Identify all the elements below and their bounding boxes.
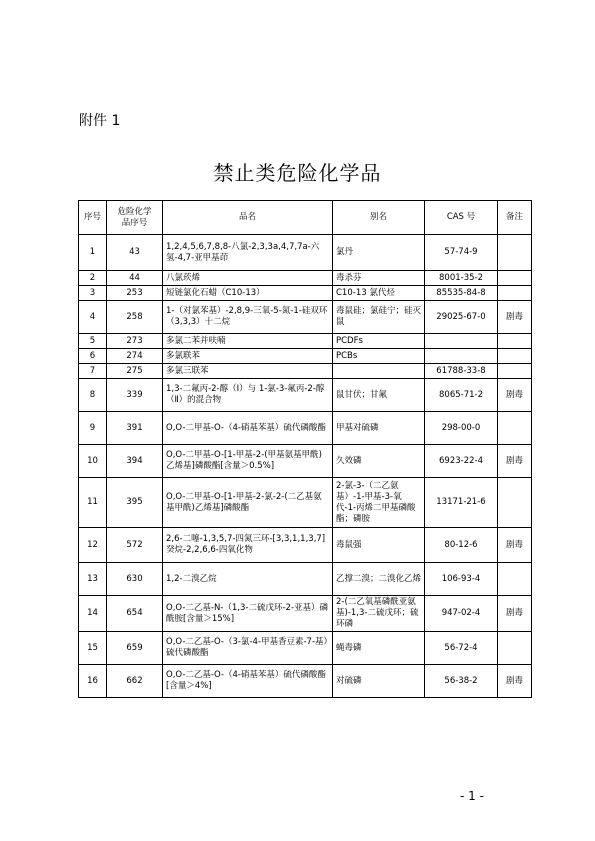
- attachment-label: 附件 1: [79, 113, 121, 129]
- cell-note: [498, 334, 532, 349]
- cell-note: [498, 271, 532, 286]
- cell-alias: 对硫磷: [333, 665, 425, 698]
- cell-cas: 80-12-6: [425, 528, 498, 563]
- table-row: [79, 301, 532, 334]
- cell-alias: PCDFs: [333, 334, 425, 349]
- cell-hazard-number: 258: [107, 301, 163, 334]
- cell-cas: 8065-71-2: [425, 379, 498, 412]
- cell-note: [498, 235, 532, 271]
- cell-alias: 毒杀芬: [333, 271, 425, 286]
- cell-serial: 1: [79, 235, 107, 271]
- header-cas: CAS 号: [425, 201, 498, 235]
- table-row: [79, 286, 532, 301]
- cell-name: O,O-二乙基-O-（4-硝基苯基）硫代磷酸酯[含量＞4%]: [163, 665, 333, 698]
- cell-note: 剧毒: [498, 596, 532, 632]
- cell-cas: [425, 334, 498, 349]
- cell-cas: 85535-84-8: [425, 286, 498, 301]
- cell-note: [498, 412, 532, 445]
- cell-cas: 6923-22-4: [425, 445, 498, 478]
- cell-hazard-number: 659: [107, 632, 163, 665]
- cell-serial: 13: [79, 563, 107, 596]
- cell-alias: 2-(二乙氧基磷酰亚氨基)-1,3-二硫戊环；硫环磷: [333, 596, 425, 632]
- cell-note: [498, 632, 532, 665]
- cell-note: 剧毒: [498, 301, 532, 334]
- document-title: 禁止类危险化学品: [213, 161, 382, 185]
- cell-name: 八氯莰烯: [163, 271, 333, 286]
- cell-name: 1,2-二溴乙烷: [163, 563, 333, 596]
- cell-alias: 鼠甘伏；甘氟: [333, 379, 425, 412]
- cell-hazard-number: 44: [107, 271, 163, 286]
- cell-name: 1-（对氯苯基）-2,8,9-三氧-5-氮-1-硅双环（3,3,3）十二烷: [163, 301, 333, 334]
- table-row: [79, 563, 532, 596]
- cell-cas: 61788-33-8: [425, 364, 498, 379]
- cell-alias: 2-氯-3-（二乙氨基）-1-甲基-3-氧代-1-丙烯二甲基磷酸酯；磷胺: [333, 478, 425, 528]
- cell-serial: 16: [79, 665, 107, 698]
- cell-hazard-number: 654: [107, 596, 163, 632]
- cell-serial: 14: [79, 596, 107, 632]
- cell-hazard-number: 43: [107, 235, 163, 271]
- cell-note: [498, 364, 532, 379]
- cell-hazard-number: 275: [107, 364, 163, 379]
- header-hazard-number: 危险化学品序号: [107, 201, 163, 235]
- cell-serial: 10: [79, 445, 107, 478]
- cell-cas: 56-72-4: [425, 632, 498, 665]
- cell-name: O,O-二乙基-N-（1,3-二硫戊环-2-亚基）磷酰胺[含量＞15%]: [163, 596, 333, 632]
- table-row: [79, 445, 532, 478]
- cell-note: [498, 478, 532, 528]
- cell-hazard-number: 253: [107, 286, 163, 301]
- cell-hazard-number: 394: [107, 445, 163, 478]
- chemicals-table: [78, 200, 532, 698]
- cell-serial: 9: [79, 412, 107, 445]
- cell-hazard-number: 395: [107, 478, 163, 528]
- cell-alias: 久效磷: [333, 445, 425, 478]
- cell-hazard-number: 630: [107, 563, 163, 596]
- cell-serial: 2: [79, 271, 107, 286]
- cell-name: 多氯二苯并呋喃: [163, 334, 333, 349]
- cell-alias: [333, 364, 425, 379]
- cell-alias: 毒鼠硅；氯硅宁；硅灭鼠: [333, 301, 425, 334]
- table-row: [79, 349, 532, 364]
- header-serial: 序号: [79, 201, 107, 235]
- cell-cas: 947-02-4: [425, 596, 498, 632]
- cell-name: 多氯联苯: [163, 349, 333, 364]
- table-row: [79, 632, 532, 665]
- cell-note: 剧毒: [498, 379, 532, 412]
- cell-name: O,O-二甲基-O-（4-硝基苯基）硫代磷酸酯: [163, 412, 333, 445]
- page-number: - 1 -: [460, 789, 484, 803]
- header-name: 品名: [163, 201, 333, 235]
- cell-serial: 7: [79, 364, 107, 379]
- cell-alias: 氯丹: [333, 235, 425, 271]
- cell-cas: 8001-35-2: [425, 271, 498, 286]
- cell-alias: 毒鼠强: [333, 528, 425, 563]
- cell-alias: 蝇毒磷: [333, 632, 425, 665]
- cell-serial: 8: [79, 379, 107, 412]
- cell-serial: 3: [79, 286, 107, 301]
- cell-alias: C10-13 氯代烃: [333, 286, 425, 301]
- table-row: [79, 235, 532, 271]
- cell-alias: PCBs: [333, 349, 425, 364]
- cell-cas: [425, 349, 498, 364]
- cell-cas: 298-00-0: [425, 412, 498, 445]
- cell-alias: 甲基对硫磷: [333, 412, 425, 445]
- cell-cas: 13171-21-6: [425, 478, 498, 528]
- table-row: [79, 412, 532, 445]
- cell-name: O,O-二甲基-O-[1-甲基-2-(甲基氨基甲酰)乙烯基]磷酸酯[含量＞0.5%]: [163, 445, 333, 478]
- cell-note: 剧毒: [498, 528, 532, 563]
- table-row: [79, 364, 532, 379]
- table-header-row: [79, 201, 532, 235]
- cell-alias: 乙撑二溴；二溴化乙烯: [333, 563, 425, 596]
- cell-serial: 11: [79, 478, 107, 528]
- cell-hazard-number: 662: [107, 665, 163, 698]
- cell-name: O,O-二乙基-O-（3-氯-4-甲基香豆素-7-基）硫代磷酸酯: [163, 632, 333, 665]
- table-row: [79, 528, 532, 563]
- cell-serial: 4: [79, 301, 107, 334]
- table-row: [79, 665, 532, 698]
- cell-serial: 12: [79, 528, 107, 563]
- cell-hazard-number: 274: [107, 349, 163, 364]
- cell-cas: 29025-67-0: [425, 301, 498, 334]
- cell-serial: 6: [79, 349, 107, 364]
- table-row: [79, 334, 532, 349]
- cell-cas: 56-38-2: [425, 665, 498, 698]
- cell-hazard-number: 391: [107, 412, 163, 445]
- cell-name: 1,2,4,5,6,7,8,8-八氯-2,3,3a,4,7,7a-六氢-4,7-亚甲基茚: [163, 235, 333, 271]
- table-row: [79, 271, 532, 286]
- cell-name: 多氯三联苯: [163, 364, 333, 379]
- cell-name: 2,6-二噻-1,3,5,7-四氮三环-[3,3,1,1,3,7]癸烷-2,2,6,6-四氧化物: [163, 528, 333, 563]
- table-row: [79, 596, 532, 632]
- header-alias: 别名: [333, 201, 425, 235]
- cell-note: [498, 286, 532, 301]
- cell-note: [498, 563, 532, 596]
- cell-serial: 5: [79, 334, 107, 349]
- cell-hazard-number: 339: [107, 379, 163, 412]
- cell-hazard-number: 273: [107, 334, 163, 349]
- cell-serial: 15: [79, 632, 107, 665]
- table-row: [79, 478, 532, 528]
- cell-note: 剧毒: [498, 665, 532, 698]
- table-row: [79, 379, 532, 412]
- cell-name: 短链氯化石蜡（C10-13）: [163, 286, 333, 301]
- cell-note: 剧毒: [498, 445, 532, 478]
- header-note: 备注: [498, 201, 532, 235]
- cell-cas: 106-93-4: [425, 563, 498, 596]
- cell-name: O,O-二甲基-O-[1-甲基-2-氯-2-(二乙基氨基甲酰)乙烯基]磷酸酯: [163, 478, 333, 528]
- cell-name: 1,3-二氟丙-2-醇（Ⅰ）与 1-氯-3-氟丙-2-醇（Ⅱ）的混合物: [163, 379, 333, 412]
- cell-note: [498, 349, 532, 364]
- cell-cas: 57-74-9: [425, 235, 498, 271]
- cell-hazard-number: 572: [107, 528, 163, 563]
